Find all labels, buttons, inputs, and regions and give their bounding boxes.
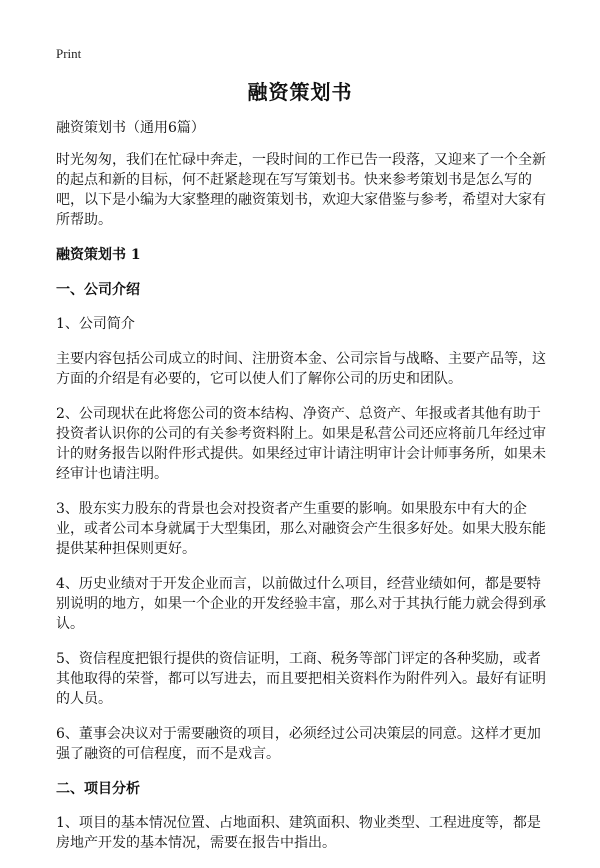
print-link[interactable]: Print	[56, 46, 82, 61]
document-subtitle: 融资策划书（通用6篇）	[56, 120, 205, 136]
item-project-basics: 1、项目的基本情况位置、占地面积、建筑面积、物业类型、工程进度等，都是房地产开发的基本情况，需要在报告中指出。	[56, 815, 541, 851]
heading-company-intro: 一、公司介绍	[56, 282, 140, 298]
section-title: 融资策划书 1	[56, 247, 141, 263]
item-board-resolution: 6、董事会决议对于需要融资的项目，必须经过公司决策层的同意。这样才更加强了融资的可信程度，而不是戏言。	[56, 726, 541, 762]
document-body	[56, 118, 550, 868]
item-historical-performance: 4、历史业绩对于开发企业而言，以前做过什么项目，经营业绩如何，都是要特别说明的地方，如果一个企业的开发经验丰富，那么对于其执行能力就会得到承认。	[56, 576, 546, 632]
item-shareholder-strength: 3、股东实力股东的背景也会对投资者产生重要的影响。如果股东中有大的企业，或者公司本身就属于大型集团，那么对融资会产生很多好处。如果大股东能提供某种担保则更好。	[56, 501, 546, 557]
intro-paragraph: 时光匆匆，我们在忙碌中奔走，一段时间的工作已告一段落，又迎来了一个全新的起点和新的目标，何不赶紧趁现在写写策划书。快来参考策划书是怎么写的吧，以下是小编为大家整理的融资策划书，欢迎大家借鉴与参考，希望对大家有所帮助。	[56, 152, 546, 228]
item-company-profile-title: 1、公司简介	[56, 316, 135, 332]
document-title: 融资策划书	[247, 80, 353, 104]
item-company-profile-body: 主要内容包括公司成立的时间、注册资本金、公司宗旨与战略、主要产品等，这方面的介绍是有必要的，它可以使人们了解你公司的历史和团队。	[56, 351, 546, 387]
item-company-status: 2、公司现状在此将您公司的资本结构、净资产、总资产、年报或者其他有助于投资者认识你的公司的有关参考资料附上。如果是私营公司还应将前几年经过审计的财务报告以附件形式提供。如果经过审计请注明审计会计师事务所，如果未经审计也请注明。	[56, 406, 546, 482]
heading-project-analysis: 二、项目分析	[56, 781, 140, 797]
item-credit-standing: 5、资信程度把银行提供的资信证明，工商、税务等部门评定的各种奖励，或者其他取得的荣誉，都可以写进去，而且要把相关资料作为附件列入。最好有证明的人员。	[56, 651, 546, 707]
